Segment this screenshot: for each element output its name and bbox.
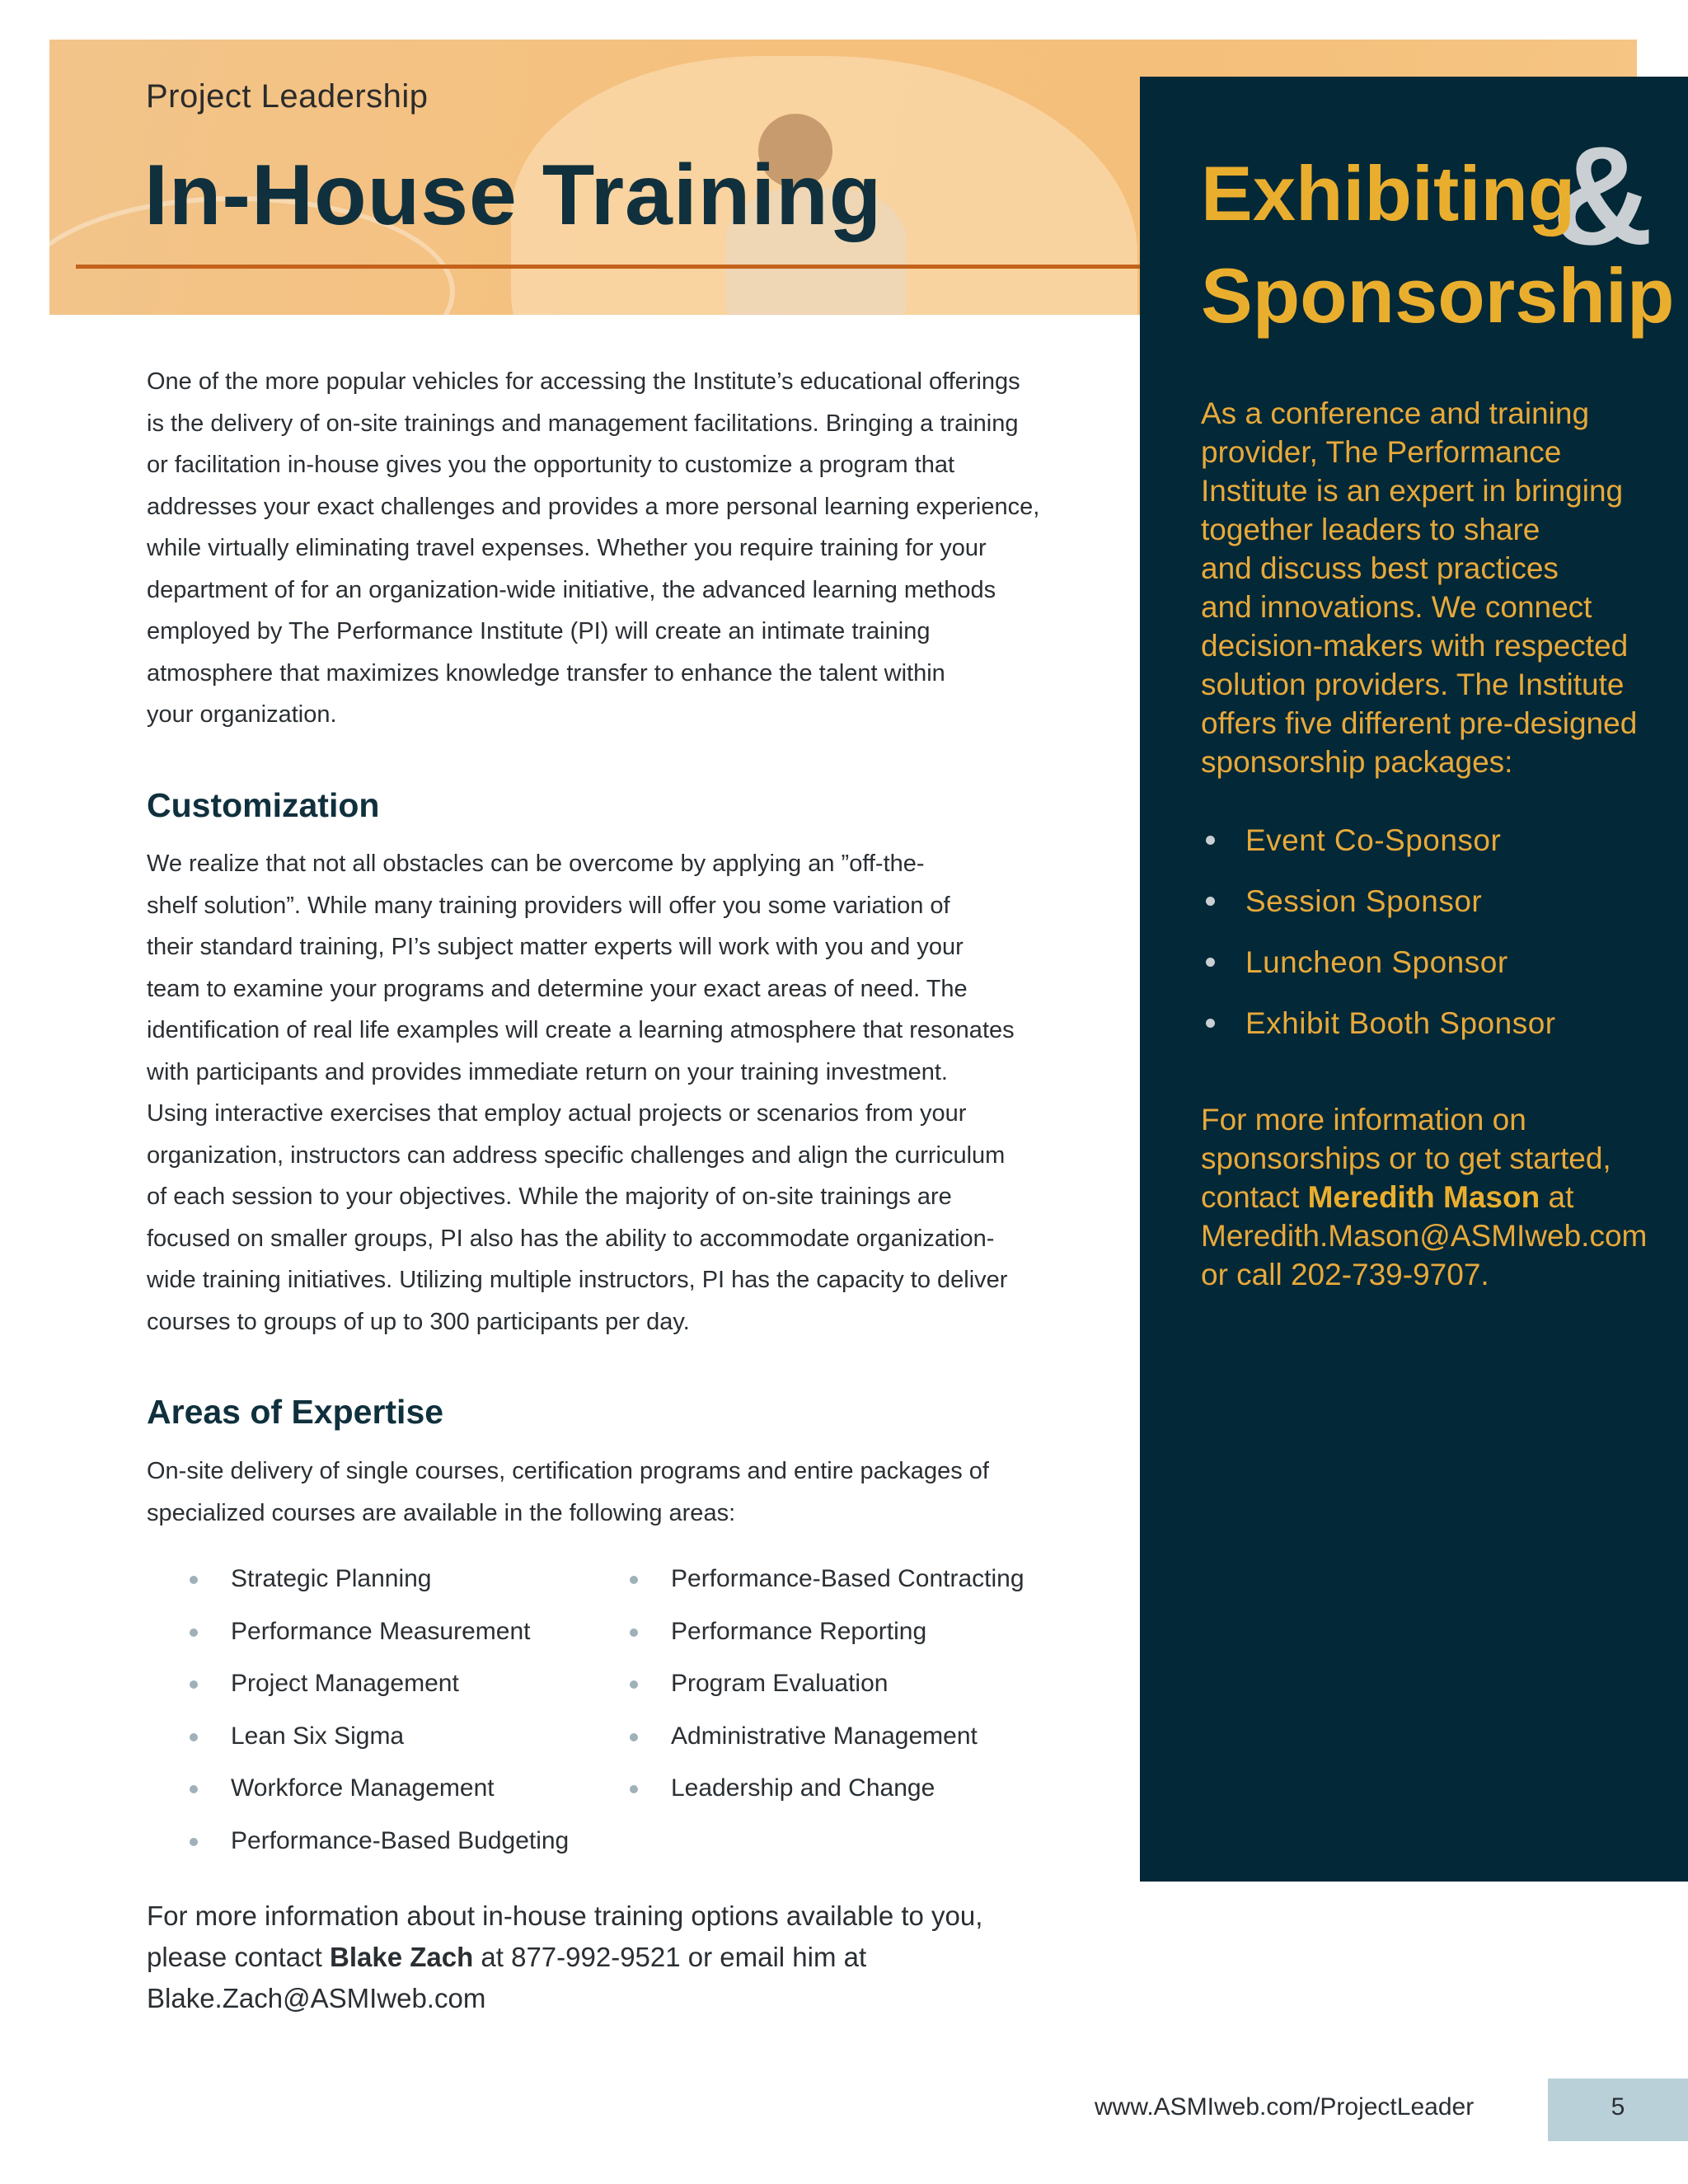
list-item: Performance-Based Budgeting xyxy=(188,1815,569,1868)
list-item: Program Evaluation xyxy=(628,1657,1025,1710)
text-fragment: please contact xyxy=(147,1942,330,1972)
text-line: sponsorship packages: xyxy=(1201,745,1513,779)
list-item: Performance-Based Contracting xyxy=(628,1553,1025,1605)
text-line: together leaders to share xyxy=(1201,513,1540,546)
text-line: and discuss best practices xyxy=(1201,551,1559,585)
page-number-box xyxy=(1548,2079,1688,2141)
contact-name: Blake Zach xyxy=(329,1942,474,1972)
contact-email[interactable]: Meredith.Mason@ASMIweb.com xyxy=(1201,1219,1648,1253)
footer-url[interactable]: www.ASMIweb.com/ProjectLeader xyxy=(1095,2093,1475,2121)
sidebar-title-line: Sponsorship xyxy=(1201,252,1675,339)
text-line: sponsorships or to get started, xyxy=(1201,1141,1611,1175)
page-number: 5 xyxy=(1611,2093,1625,2121)
text-line: your organization. xyxy=(147,701,337,728)
text-line: decision-makers with respected xyxy=(1201,629,1629,663)
text-line: atmosphere that maximizes knowledge transfer to enhance the talent within xyxy=(147,659,945,687)
section-kicker: Project Leadership xyxy=(146,78,429,115)
sidebar-title xyxy=(1201,143,1674,347)
text-line: addresses your exact challenges and provides a more personal learning experience, xyxy=(147,493,1040,520)
text-line: shelf solution”. While many training providers will offer you some variation of xyxy=(147,892,950,919)
text-line: One of the more popular vehicles for accessing the Institute’s educational offerings xyxy=(147,368,1020,395)
text-fragment: contact xyxy=(1201,1180,1308,1214)
list-item: Luncheon Sponsor xyxy=(1201,932,1662,993)
text-line: offers five different pre-designed xyxy=(1201,706,1638,740)
list-item: Performance Reporting xyxy=(628,1605,1025,1658)
text-line: For more information about in-house training options available to you, xyxy=(147,1900,983,1931)
text-line: wide training initiatives. Utilizing multiple instructors, PI has the capacity to deliver xyxy=(147,1267,1008,1293)
ampersand-graphic: & xyxy=(1552,118,1653,274)
list-item: Leadership and Change xyxy=(628,1762,1025,1815)
areas-paragraph xyxy=(147,1451,1078,1534)
text-line: specialized courses are available in the following areas: xyxy=(147,1499,736,1526)
training-contact xyxy=(147,1896,1078,2019)
contact-phone: or call 202-739-9707. xyxy=(1201,1258,1489,1291)
page-title: In-House Training xyxy=(144,148,883,243)
text-line: organization, instructors can address specific challenges and align the curriculum xyxy=(147,1141,1006,1169)
text-fragment: at 877-992-9521 or email him at xyxy=(473,1942,867,1972)
list-item: Event Co-Sponsor xyxy=(1201,810,1662,871)
customization-heading: Customization xyxy=(147,786,380,824)
text-line: with participants and provides immediate return on your training investment. xyxy=(147,1058,948,1085)
list-item: Project Management xyxy=(188,1657,569,1710)
text-line: courses to groups of up to 300 participants per day. xyxy=(147,1308,690,1335)
text-line: identification of real life examples will create a learning atmosphere that resonates xyxy=(147,1017,1015,1043)
list-item: Administrative Management xyxy=(628,1710,1025,1763)
text-line: while virtually eliminating travel expenses. Whether you require training for your xyxy=(147,535,987,561)
text-line: provider, The Performance xyxy=(1201,435,1562,469)
text-line: employed by The Performance Institute (PI) will create an intimate training xyxy=(147,618,931,644)
text-line xyxy=(147,1937,1078,1978)
text-line: of each session to your objectives. While the majority of on-site trainings are xyxy=(147,1183,952,1210)
text-line: department of for an organization-wide initiative, the advanced learning methods xyxy=(147,576,996,603)
list-item: Performance Measurement xyxy=(188,1605,569,1658)
contact-name: Meredith Mason xyxy=(1307,1180,1540,1214)
expertise-list-left xyxy=(188,1553,569,1867)
text-line: As a conference and training xyxy=(1201,396,1590,430)
sponsorship-contact xyxy=(1201,1100,1671,1294)
sponsorship-package-list xyxy=(1201,810,1662,1054)
customization-paragraph xyxy=(147,843,1078,1343)
areas-heading: Areas of Expertise xyxy=(147,1393,444,1431)
text-line: For more information on xyxy=(1201,1103,1526,1137)
text-line: or facilitation in-house gives you the opportunity to customize a program that xyxy=(147,452,955,478)
list-item: Strategic Planning xyxy=(188,1553,569,1605)
text-line: On-site delivery of single courses, certification programs and entire packages of xyxy=(147,1458,989,1484)
sidebar-title-line: Exhibiting xyxy=(1201,150,1576,237)
text-line: their standard training, PI’s subject matter experts will work with you and your xyxy=(147,934,964,960)
text-line: Institute is an expert in bringing xyxy=(1201,474,1624,508)
text-line: We realize that not all obstacles can be overcome by applying an ”off-the- xyxy=(147,851,925,877)
list-item: Lean Six Sigma xyxy=(188,1710,569,1763)
intro-paragraph xyxy=(147,361,1078,736)
text-line: team to examine your programs and determine your exact areas of need. The xyxy=(147,975,968,1002)
sidebar-paragraph xyxy=(1201,394,1671,781)
list-item: Session Sponsor xyxy=(1201,871,1662,932)
text-line: solution providers. The Institute xyxy=(1201,668,1625,701)
sponsorship-sidebar xyxy=(1140,77,1688,1882)
text-line: Using interactive exercises that employ actual projects or scenarios from your xyxy=(147,1100,967,1127)
text-line: and innovations. We connect xyxy=(1201,590,1592,624)
list-item: Exhibit Booth Sponsor xyxy=(1201,993,1662,1054)
title-rule xyxy=(76,265,1189,269)
contact-email[interactable]: Blake.Zach@ASMIweb.com xyxy=(147,1983,486,2013)
text-line: focused on smaller groups, PI also has the ability to accommodate organization- xyxy=(147,1225,995,1252)
text-line: is the delivery of on-site trainings and management facilitations. Bringing a training xyxy=(147,410,1019,437)
text-line xyxy=(1201,1178,1671,1216)
expertise-list-right xyxy=(628,1553,1025,1815)
list-item: Workforce Management xyxy=(188,1762,569,1815)
text-fragment: at xyxy=(1540,1180,1574,1214)
